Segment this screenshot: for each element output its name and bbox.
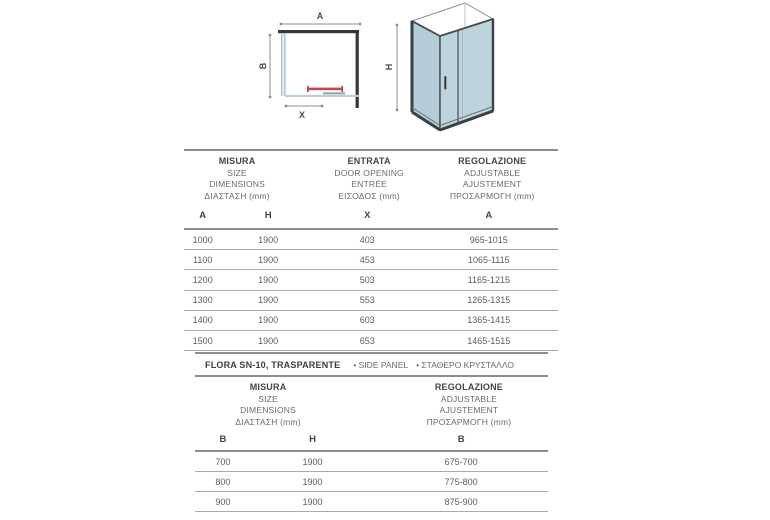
dim-label-x: X: [298, 110, 306, 120]
plan-sliding-door: [308, 88, 343, 91]
plan-view-diagram: [252, 4, 372, 134]
plan-left-glass: [284, 34, 286, 97]
table-row: 1500 1900 653 1465-1515: [184, 331, 558, 351]
subheader-b2: B: [457, 434, 465, 445]
iso-view-diagram: [378, 0, 508, 140]
table1-header: [184, 149, 558, 203]
column-group-entrata: ENTRATA DOOR OPENING ENTRÉE ΕΙΣΟΔΟΣ (mm): [334, 156, 404, 201]
table-row: 1200 1900 503 1165-1215: [184, 270, 558, 290]
column-group-misura: MISURA SIZE DIMENSIONS ΔΙΑΣΤΑΣΗ (mm): [204, 156, 270, 201]
plan-bottom-glass: [285, 95, 359, 97]
table-row: 1100 1900 453 1065-1115: [184, 250, 558, 270]
dim-label-b: B: [258, 62, 268, 70]
subheader-a: A: [199, 210, 207, 221]
product-model-title: FLORA SN-10, TRASPARENTE: [205, 359, 341, 370]
table-row: 900 1900 875-900: [195, 492, 548, 512]
section-title-item-greek: • ΣΤΑΘΕΡΟ ΚΡΥΣΤΑΛΛΟ: [416, 359, 514, 370]
subheader-b: B: [219, 434, 227, 445]
dim-label-a: A: [316, 11, 324, 21]
subheader-h: H: [309, 434, 316, 445]
column-group-misura: MISURA SIZE DIMENSIONS ΔΙΑΣΤΑΣΗ (mm): [235, 382, 301, 427]
table1-subheader-row: [184, 203, 558, 230]
plan-fixed-panel: [323, 92, 345, 94]
table-row: 1000 1900 403 965-1015: [184, 230, 558, 250]
dim-label-h: H: [384, 63, 394, 71]
table2-header: [195, 377, 548, 429]
subheader-x: X: [364, 210, 371, 221]
table2-subheader-row: [195, 429, 548, 452]
iso-door-handle: [444, 76, 446, 90]
plan-top-wall: [278, 30, 359, 33]
side-panel-table: [195, 352, 548, 512]
subheader-a2: A: [485, 210, 493, 221]
table-row: 1400 1900 603 1365-1415: [184, 311, 558, 331]
table-row: 1300 1900 553 1265-1315: [184, 291, 558, 311]
section-title-row: [195, 352, 548, 377]
subheader-h: H: [264, 210, 272, 221]
table-row: 800 1900 775-800: [195, 472, 548, 492]
column-group-regolazione: REGOLAZIONE ADJUSTABLE AJUSTEMENT ΠΡΟΣΑΡΜΟΓΗ (mm): [426, 382, 512, 427]
section-title-item-side-panel: • SIDE PANEL: [353, 359, 409, 370]
table-row: 700 1900 675-700: [195, 452, 548, 472]
column-group-regolazione: REGOLAZIONE ADJUSTABLE AJUSTEMENT ΠΡΟΣΑΡΜΟΓΗ (mm): [449, 156, 535, 201]
dimensions-table: [184, 149, 558, 351]
